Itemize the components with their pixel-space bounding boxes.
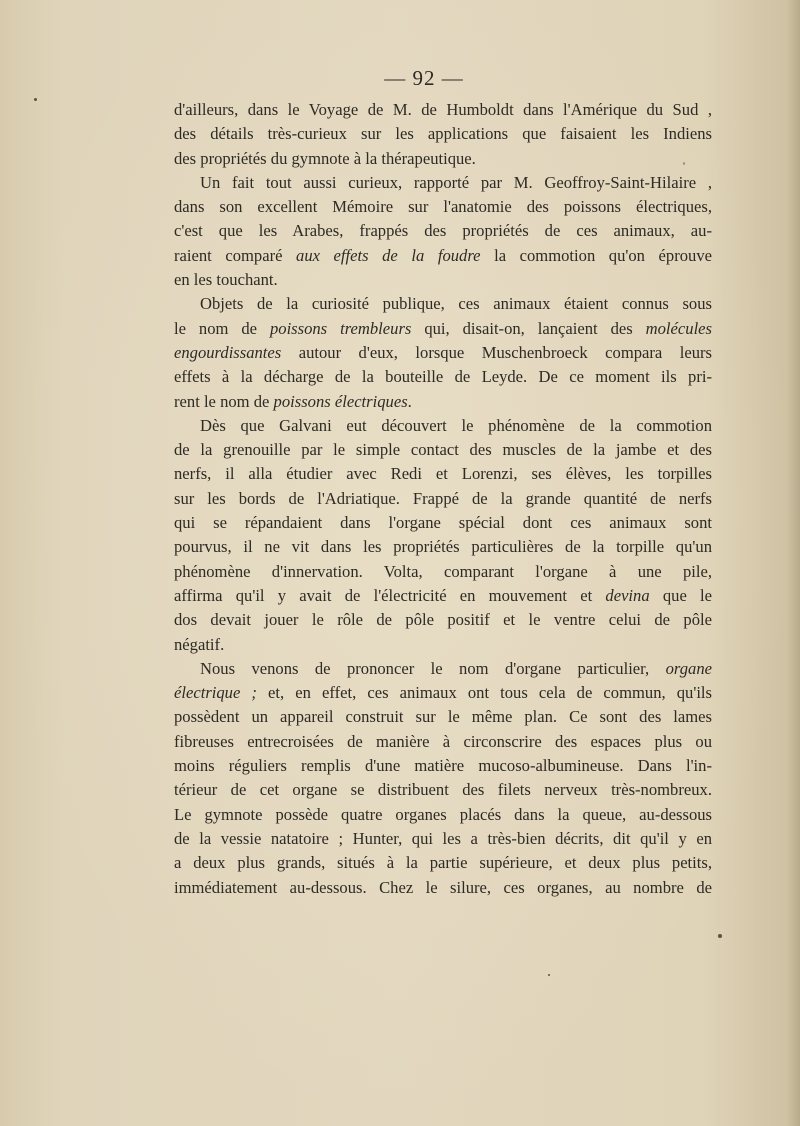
text-segment: la commotion qu'on éprouve xyxy=(480,245,712,265)
paragraph xyxy=(174,98,712,171)
text-line xyxy=(174,705,712,729)
text-segment: Nous venons de prononcer le nom d'organe particulier, xyxy=(200,658,666,678)
text-segment: de la vessie natatoire ; Hunter, qui les a très-bien décrits, dit qu'il y en xyxy=(174,828,712,848)
text-segment: effets à la décharge de la bouteille de Leyde. De ce moment ils pri- xyxy=(174,367,712,387)
text-segment: que le xyxy=(649,585,712,605)
text-line xyxy=(174,122,712,146)
paper-speck xyxy=(683,162,685,165)
text-segment: térieur de cet organe se distribuent des filets nerveux très-nombreux. xyxy=(174,780,712,800)
text-line xyxy=(174,438,712,462)
text-line xyxy=(174,268,712,292)
text-line xyxy=(174,778,712,802)
paragraph xyxy=(174,171,712,292)
text-line xyxy=(174,98,712,122)
italic-text: engourdissantes xyxy=(174,342,282,362)
text-line xyxy=(174,147,712,171)
text-segment: sur les bords de l'Adriatique. Frappé de la grande quantité de nerfs xyxy=(174,488,712,508)
text-segment: qui se répandaient dans l'organe spécial dont ces animaux sont xyxy=(174,513,712,533)
text-line xyxy=(174,195,712,219)
paper-speck xyxy=(34,98,37,101)
text-line xyxy=(174,171,712,195)
text-segment: affirma qu'il y avait de l'électricité en mouvement et xyxy=(174,585,606,605)
text-line xyxy=(174,681,712,705)
text-segment: négatif. xyxy=(174,634,225,654)
text-segment: a deux plus grands, situés à la partie supérieure, et deux plus petits, xyxy=(174,853,712,873)
text-line xyxy=(174,219,712,243)
text-line xyxy=(174,511,712,535)
text-line xyxy=(174,803,712,827)
text-line xyxy=(174,851,712,875)
text-segment: qui, disait-on, lançaient des xyxy=(411,318,646,338)
text-line xyxy=(174,462,712,486)
text-segment: dos devait jouer le rôle de pôle positif et le ventre celui de pôle xyxy=(174,610,712,630)
text-line xyxy=(174,584,712,608)
paragraph xyxy=(174,657,712,900)
text-line xyxy=(174,657,712,681)
text-segment: fibreuses entrecroisées de manière à circonscrire des espaces plus ou xyxy=(174,731,712,751)
text-segment: rent le nom de xyxy=(174,391,274,411)
text-segment: pourvus, il ne vit dans les propriétés particulières de la torpille qu'un xyxy=(174,537,712,557)
text-segment: de la grenouille par le simple contact des muscles de la jambe et des xyxy=(174,440,712,460)
text-segment: immédiatement au-dessous. Chez le silure, ces organes, au nombre de xyxy=(174,877,712,897)
text-line xyxy=(174,535,712,559)
italic-text: poissons trembleurs xyxy=(269,318,412,338)
text-segment: dans son excellent Mémoire sur l'anatomie des poissons électriques, xyxy=(174,197,712,217)
text-segment: et, en effet, ces animaux ont tous cela de commun, qu'ils xyxy=(256,683,712,703)
text-segment: des propriétés du gymnote à la thérapeutique. xyxy=(174,148,476,168)
text-line xyxy=(174,754,712,778)
text-segment: nerfs, il alla étudier avec Redi et Lorenzi, ses élèves, les torpilles xyxy=(174,464,712,484)
text-segment: Le gymnote possède quatre organes placés dans la queue, au-dessous xyxy=(174,804,712,824)
text-segment: en les touchant. xyxy=(174,270,278,290)
text-line xyxy=(174,730,712,754)
text-line xyxy=(174,341,712,365)
text-line xyxy=(174,317,712,341)
text-line xyxy=(174,560,712,584)
paper-speck xyxy=(718,934,722,938)
text-line xyxy=(174,827,712,851)
text-segment: c'est que les Arabes, frappés des propriétés de ces animaux, au- xyxy=(174,221,712,241)
text-segment: phénomène d'innervation. Volta, comparant l'organe à une pile, xyxy=(174,561,712,581)
page-number: — 92 — xyxy=(384,66,464,90)
italic-text: poissons électriques xyxy=(273,391,408,411)
italic-text: organe xyxy=(665,658,712,678)
text-segment: possèdent un appareil construit sur le même plan. Ce sont des lames xyxy=(174,707,712,727)
italic-text: aux effets de la foudre xyxy=(296,245,481,265)
body-text xyxy=(174,98,712,900)
text-line xyxy=(174,876,712,900)
text-line xyxy=(174,633,712,657)
text-segment: raient comparé xyxy=(174,245,297,265)
text-line xyxy=(174,244,712,268)
text-segment: le nom de xyxy=(174,318,270,338)
text-line xyxy=(174,608,712,632)
italic-text: molécules xyxy=(645,318,713,338)
text-segment: autour d'eux, lorsque Muschenbroeck compara leurs xyxy=(281,342,712,362)
text-segment: d'ailleurs, dans le Voyage de M. de Humboldt dans l'Amérique du Sud , xyxy=(174,100,712,119)
paragraph xyxy=(174,292,712,413)
text-line xyxy=(174,414,712,438)
page-edge-shadow xyxy=(786,0,800,1126)
text-segment: Dès que Galvani eut découvert le phénomène de la commotion xyxy=(200,415,712,435)
text-segment: des détails très-curieux sur les applications que faisaient les Indiens xyxy=(174,124,712,144)
italic-text: devina xyxy=(605,585,650,605)
text-segment: . xyxy=(407,391,412,411)
text-segment: Un fait tout aussi curieux, rapporté par M. Geoffroy-Saint-Hilaire , xyxy=(200,172,712,192)
italic-text: électrique ; xyxy=(174,683,257,703)
text-segment: moins réguliers remplis d'une matière mucoso-albumineuse. Dans l'in- xyxy=(174,756,712,776)
text-line xyxy=(174,365,712,389)
text-line xyxy=(174,292,712,316)
text-segment: Objets de la curiosité publique, ces animaux étaient connus sous xyxy=(200,294,712,314)
paragraph xyxy=(174,414,712,657)
paper-speck xyxy=(548,974,550,976)
text-line xyxy=(174,487,712,511)
text-line xyxy=(174,390,712,414)
